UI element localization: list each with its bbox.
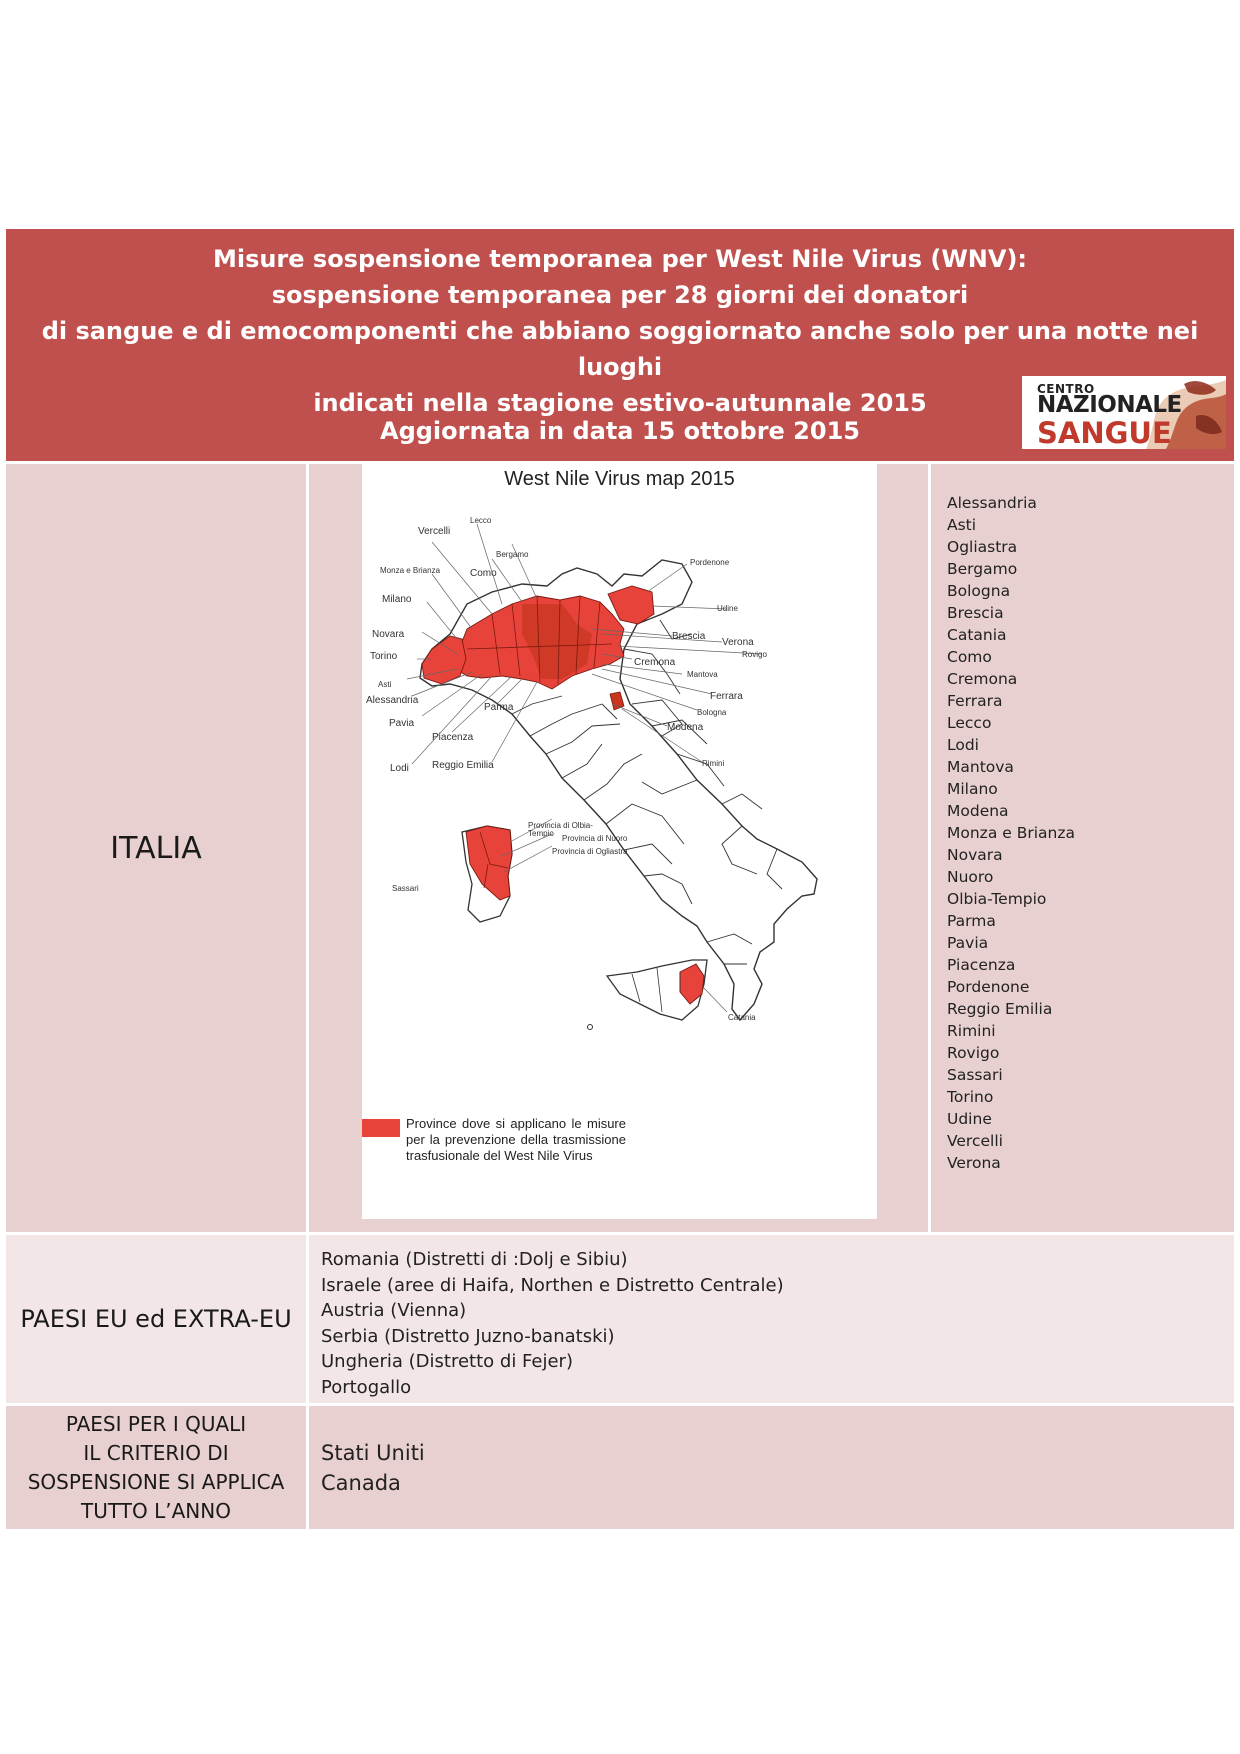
logo-line-2: NAZIONALE: [1037, 392, 1182, 418]
legend-swatch: [362, 1119, 400, 1137]
province-item: Asti: [947, 516, 977, 534]
italia-label: ITALIA: [6, 464, 309, 1232]
province-item: Udine: [947, 1110, 992, 1128]
province-item: Rovigo: [947, 1044, 1000, 1062]
province-item: Nuoro: [947, 868, 994, 886]
province-item: Mantova: [947, 758, 1014, 776]
map-label-monza: Monza e Brianza: [380, 566, 441, 575]
map-label-torino: Torino: [370, 651, 398, 662]
province-item: Ogliastra: [947, 538, 1018, 556]
title-line-2: sospensione temporanea per 28 giorni dei donatori: [271, 281, 969, 309]
map-label-nuoro: Provincia di Nuoro: [562, 834, 628, 843]
row-tutto-anno: [6, 1403, 1234, 1529]
map-label-pavia: Pavia: [389, 718, 415, 729]
province-item: Sassari: [947, 1066, 1003, 1084]
map-label-lecco: Lecco: [470, 516, 492, 525]
map-cell: [309, 464, 931, 1232]
province-item: Ferrara: [947, 692, 1003, 710]
map-label-rovigo: Rovigo: [742, 650, 767, 659]
map-label-brescia: Brescia: [672, 631, 706, 642]
map-label-alessandria: Alessandria: [366, 695, 419, 706]
province-item: Parma: [947, 912, 996, 930]
country-item: Canada: [321, 1470, 401, 1495]
province-item: Catania: [947, 626, 1007, 644]
map-label-milano: Milano: [382, 594, 412, 605]
map-label-olbia-1: Provincia di Olbia-: [528, 821, 593, 830]
label-line: SOSPENSIONE SI APPLICA: [27, 1469, 285, 1494]
province-item: Bologna: [947, 582, 1011, 600]
map-label-verona: Verona: [722, 637, 754, 648]
province-item: Milano: [947, 780, 998, 798]
title-line-3: di sangue e di emocomponenti che abbiano soggiornato anche solo per una notte nei luoghi: [41, 317, 1199, 381]
map-label-bologna: Bologna: [697, 708, 727, 717]
map-label-sassari: Sassari: [392, 884, 419, 893]
map-label-ferrara: Ferrara: [710, 691, 743, 702]
province-item: Vercelli: [947, 1132, 1003, 1150]
map-label-rimini: Rimini: [702, 759, 725, 768]
label-line: TUTTO L’ANNO: [81, 1498, 231, 1523]
map-label-ogliastra: Provincia di Ogliastra: [552, 847, 628, 856]
cns-logo: [1022, 376, 1226, 449]
province-item: Verona: [947, 1154, 1001, 1172]
document: [6, 229, 1234, 1529]
map-label-pordenone: Pordenone: [690, 558, 730, 567]
province-item: Brescia: [947, 604, 1004, 622]
map-label-olbia-2: Tempio: [528, 829, 554, 838]
country-item: Serbia (Distretto Juzno-banatski): [321, 1325, 615, 1347]
map-label-vercelli: Vercelli: [418, 526, 451, 537]
map-label-parma: Parma: [484, 702, 514, 713]
map-label-udine: Udine: [717, 604, 738, 613]
map-label-novara: Novara: [372, 629, 405, 640]
province-list: [931, 464, 1234, 1232]
province-item: Bergamo: [947, 560, 1018, 578]
country-item: Romania (Distretti di :Dolj e Sibiu): [321, 1249, 628, 1270]
province-item: Pavia: [947, 934, 989, 952]
province-item: Novara: [947, 846, 1003, 864]
map-label-bergamo: Bergamo: [496, 550, 529, 559]
map-label-reggio: Reggio Emilia: [432, 760, 494, 771]
map-label-catania: Catania: [728, 1013, 756, 1022]
label-line: IL CRITERIO DI: [83, 1440, 229, 1465]
map-label-mantova: Mantova: [687, 670, 718, 679]
province-item: Lecco: [947, 714, 992, 732]
updated-date: Aggiornata in data 15 ottobre 2015: [380, 417, 860, 445]
province-item: Como: [947, 648, 992, 666]
province-item: Modena: [947, 802, 1009, 820]
map-title: West Nile Virus map 2015: [504, 468, 735, 490]
map-label-modena: Modena: [667, 722, 704, 733]
map-label-como: Como: [470, 568, 497, 579]
province-item: Olbia-Tempio: [947, 890, 1047, 908]
tutto-anno-list: [309, 1406, 1234, 1529]
label-line: PAESI PER I QUALI: [65, 1411, 247, 1436]
country-item: Israele (aree di Haifa, Northen e Distretto Centrale): [321, 1274, 784, 1296]
map-label-lodi: Lodi: [390, 763, 409, 774]
country-item: Portogallo: [321, 1376, 412, 1398]
province-item: Cremona: [947, 670, 1018, 688]
province-item: Piacenza: [947, 956, 1016, 974]
paesi-label: PAESI EU ed EXTRA-EU: [6, 1235, 309, 1403]
map-label-asti: Asti: [378, 680, 392, 689]
wnv-map: [362, 464, 877, 1219]
logo-line-1: CENTRO: [1037, 382, 1095, 396]
country-item: Austria (Vienna): [321, 1300, 467, 1321]
row-paesi: [6, 1232, 1234, 1403]
province-item: Rimini: [947, 1022, 996, 1040]
province-item: Reggio Emilia: [947, 1000, 1053, 1018]
province-item: Monza e Brianza: [947, 824, 1075, 842]
country-item: Stati Uniti: [321, 1440, 425, 1465]
header-band: [6, 229, 1234, 461]
title-line-1: Misure sospensione temporanea per West Nile Virus (WNV):: [212, 245, 1028, 273]
map-label-piacenza: Piacenza: [432, 732, 474, 743]
province-item: Torino: [947, 1088, 994, 1106]
country-item: Ungheria (Distretto di Fejer): [321, 1351, 573, 1372]
title-line-4: indicati nella stagione estivo-autunnale 2015: [313, 389, 927, 417]
paesi-list: [309, 1235, 1234, 1403]
province-item: Alessandria: [947, 494, 1037, 512]
province-item: Pordenone: [947, 978, 1030, 996]
row-italia: [6, 461, 1234, 1232]
province-item: Lodi: [947, 736, 979, 754]
map-label-cremona: Cremona: [634, 657, 676, 668]
legend-text: Province dove si applicano le misure per la prevenzione della trasmissione trasfusionale del West Nile Virus: [406, 1116, 626, 1163]
tutto-anno-label: [6, 1406, 309, 1529]
logo-line-3: SANGUE: [1037, 416, 1172, 449]
